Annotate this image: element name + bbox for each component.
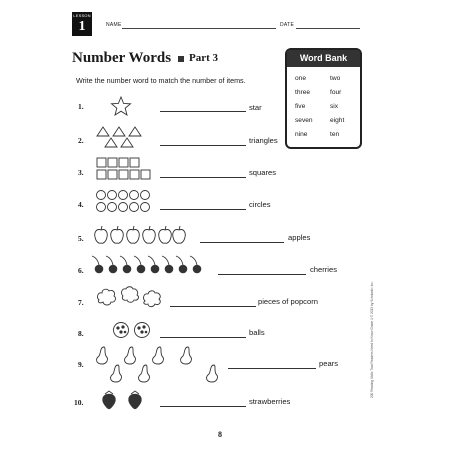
answer-line[interactable] — [228, 368, 316, 369]
item-number: 3. — [78, 168, 84, 177]
word-bank-word: four — [330, 89, 342, 96]
item-number: 2. — [78, 136, 84, 145]
item-label: circles — [249, 200, 271, 209]
word-bank-word: eight — [330, 117, 345, 124]
word-bank-word: two — [330, 75, 341, 82]
word-bank-word: five — [295, 103, 306, 110]
pear-icon — [94, 345, 224, 385]
answer-line[interactable] — [200, 242, 284, 243]
word-bank-word: ten — [330, 131, 340, 138]
answer-line[interactable] — [160, 145, 246, 146]
item-label: cherries — [310, 265, 338, 274]
date-label: DATE — [280, 22, 295, 28]
answer-line[interactable] — [170, 306, 256, 307]
item-label: apples — [288, 233, 311, 242]
page-title: Number Words — [72, 50, 172, 66]
item-number: 4. — [78, 200, 84, 209]
item-label: pears — [319, 359, 338, 368]
circle-icon — [95, 189, 151, 213]
instructions: Write the number word to match the number of items. — [76, 76, 246, 85]
item-number: 1. — [78, 102, 84, 111]
item-number: 8. — [78, 329, 84, 338]
answer-line[interactable] — [160, 406, 246, 407]
cherry-icon — [90, 254, 214, 276]
item-label: triangles — [249, 136, 278, 145]
popcorn-icon — [95, 284, 167, 310]
answer-line[interactable] — [160, 111, 246, 112]
item-label: squares — [249, 168, 277, 177]
item-label: pieces of popcorn — [258, 297, 318, 306]
word-bank-title: Word Bank — [287, 50, 360, 67]
star-icon — [110, 96, 132, 116]
item-number: 9. — [78, 360, 84, 369]
word-bank-word: three — [295, 89, 311, 96]
date-field[interactable] — [296, 28, 360, 29]
ball-icon — [112, 321, 152, 339]
answer-line[interactable] — [160, 209, 246, 210]
answer-line[interactable] — [218, 274, 306, 275]
name-label: NAME — [106, 22, 122, 28]
title-separator — [178, 56, 184, 62]
item-number: 5. — [78, 234, 84, 243]
answer-line[interactable] — [160, 337, 246, 338]
lesson-word: LESSON — [73, 13, 91, 18]
item-label: star — [249, 103, 262, 112]
square-icon — [96, 157, 152, 181]
word-bank-word: six — [330, 103, 339, 110]
item-label: balls — [249, 328, 265, 337]
word-bank-word: nine — [295, 131, 308, 138]
name-field[interactable] — [122, 28, 276, 29]
triangle-icon — [96, 125, 142, 149]
page-number: 8 — [218, 430, 222, 439]
item-number: 10. — [74, 398, 84, 407]
lesson-number: 1 — [78, 19, 86, 34]
item-number: 7. — [78, 298, 84, 307]
lesson-badge — [72, 12, 92, 36]
side-credit: 200 Reading Skills That Readers Need to Know Grade 1 © 2013 by Scholastic Inc. — [370, 281, 374, 398]
item-number: 6. — [78, 266, 84, 275]
answer-line[interactable] — [160, 177, 246, 178]
word-bank-word: seven — [295, 117, 313, 124]
word-bank-word: one — [295, 75, 307, 82]
item-label: strawberries — [249, 397, 291, 406]
page-part: Part 3 — [189, 52, 219, 64]
apple-icon — [93, 224, 187, 246]
strawberry-icon — [100, 390, 146, 410]
